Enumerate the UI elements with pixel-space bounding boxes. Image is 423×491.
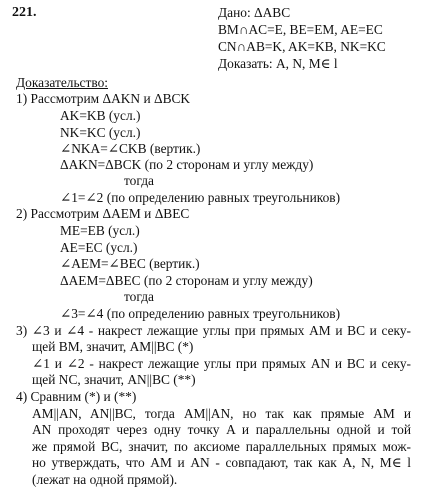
step-4-line: AN проходят через одну точку A и параллельны одной и той xyxy=(32,422,411,437)
given-line-1: BM∩AC=E, BE=EM, AE=EC xyxy=(218,22,383,37)
prove-line: Доказать: A, N, M∈ l xyxy=(218,56,338,71)
step-4-heading: 4) Сравним (*) и (**) xyxy=(16,389,137,404)
step-3-line: 3) ∠3 и ∠4 - накрест лежащие углы при прямых AM и BC и секу- xyxy=(16,323,411,338)
step-1-line: NK=KC (усл.) xyxy=(60,125,141,140)
step-2-line: ∠AEM=∠BEC (вертик.) xyxy=(60,256,200,271)
step-1-line: ∠1=∠2 (по определению равных треугольников) xyxy=(60,190,341,205)
step-4-line: же прямой BC, значит, по аксиоме параллельных прямых мож- xyxy=(32,439,411,454)
step-3-line: щей BM, значит, AM||BC (*) xyxy=(32,339,194,354)
step-4-line: но утверждать, что AM и AN - совпадают, так как A, N, M∈ l xyxy=(32,455,411,470)
step-2-heading: 2) Рассмотрим ΔAEM и ΔBEC xyxy=(16,206,190,221)
step-1-line: ΔAKN=ΔBCK (по 2 сторонам и углу между) xyxy=(60,157,314,172)
step-4-line: (лежат на одной прямой). xyxy=(32,472,178,487)
given-line-2: CN∩AB=K, AK=KB, NK=KC xyxy=(218,39,386,54)
proof-title: Доказательство: xyxy=(16,75,108,90)
step-3-line: ∠1 и ∠2 - накрест лежащие углы при прямых AN и BC и секу- xyxy=(32,356,411,371)
step-1-heading: 1) Рассмотрим ΔAKN и ΔBCK xyxy=(16,91,191,106)
problem-number: 221. xyxy=(12,5,37,20)
step-2-line: ∠3=∠4 (по определению равных треугольников) xyxy=(60,306,341,321)
step-1-line: тогда xyxy=(124,173,154,188)
step-2-line: ΔAEM=ΔBEC (по 2 сторонам и углу между) xyxy=(60,273,313,288)
step-2-line: ME=EB (усл.) xyxy=(60,223,140,238)
step-1-line: AK=KB (усл.) xyxy=(60,108,141,123)
given-title: Дано: ΔABC xyxy=(218,5,291,20)
step-2-line: AE=EC (усл.) xyxy=(60,240,138,255)
step-4-line: AM||AN, AN||BC, тогда AM||AN, но так как прямые AM и xyxy=(32,406,411,421)
step-3-line: щей NC, значит, AN||BC (**) xyxy=(32,372,196,387)
step-1-line: ∠NKA=∠CKB (вертик.) xyxy=(60,141,201,156)
step-2-line: тогда xyxy=(124,289,154,304)
